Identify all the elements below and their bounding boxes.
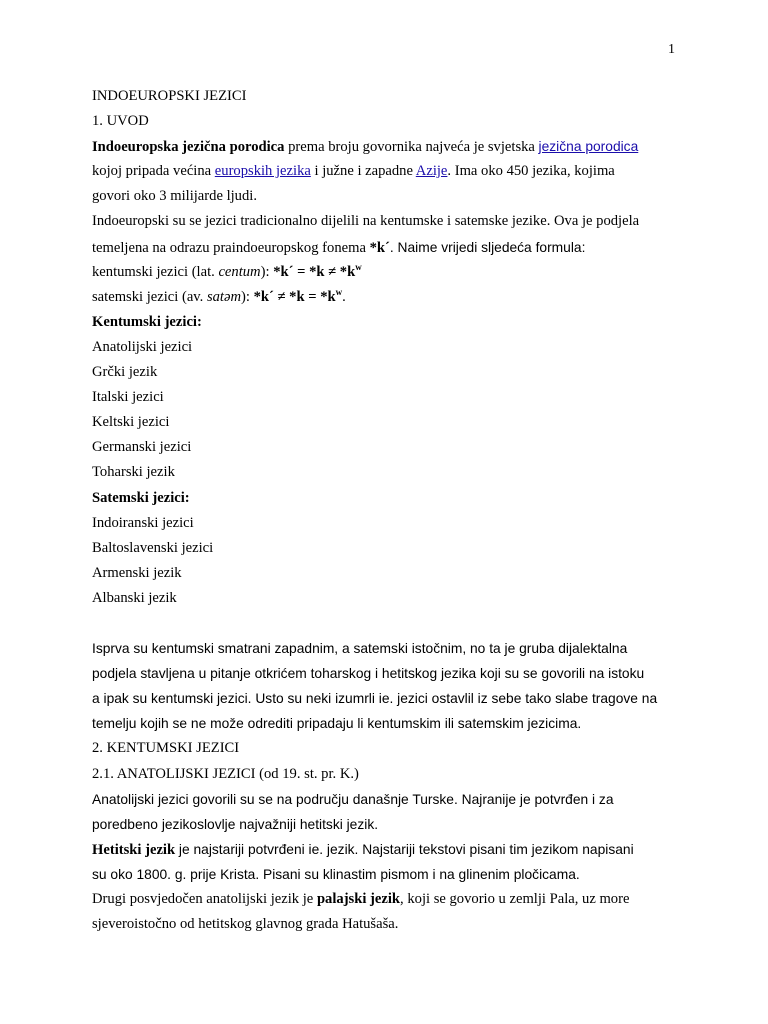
paragraph-line: a ipak su kentumski jezici. Usto su neki izumrli ie. jezici ostavlil iz sebe tako slabe tragove na [92,691,658,707]
list-item: Grčki jezik [92,364,158,381]
link-jezicna-porodica[interactable]: jezična porodica [538,139,639,155]
formula-text: Indoeuropski su se jezici tradicionalno dijelili na kentumske i satemske jezike. Ova je podjela [92,213,640,230]
paragraph-line: Anatolijski jezici govorili su se na području današnje Turske. Najranije je potvrđen i za [92,791,614,807]
kentum-list [92,335,692,486]
paragraph-text: , koji se govorio u zemlji Pala, uz more [400,891,630,907]
intro-text: prema broju govornika najveća je svjetska [284,139,539,156]
intro-text: i južne i zapadne [310,163,416,180]
intro-text: govori oko 3 milijarde ljudi. [92,188,257,205]
formula-text: . Naime vrijedi sljedeća formula: [389,239,586,255]
formula-paragraph: Indoeuropski su se jezici tradicionalno dijelili na kentumske i satemske jezike. Ova je podjela temeljena na odrazu praindoeuropskog fonema *k´. Naime vrijedi sljedeća formula: kentumski jezici (lat. centum): *k´ = $*k \ne *k^w$ satemski jezici (av. satəm): *k´ ≠ $*k = *k^w$. [92,209,692,309]
paragraph-line: Isprva su kentumski smatrani zapadnim, a satemski istočnim, no ta je gruba dijalektalna [92,641,628,657]
paragraph-line: temelju kojih se ne može odrediti pripadaju li kentumskim ili satemskim jezicima. [92,716,582,732]
subsection-heading-anatolian: 2.1. ANATOLIJSKI JEZICI (od 19. st. pr. K.) [92,765,359,782]
section-heading-kentum: 2. KENTUMSKI JEZICI [92,740,240,757]
paragraph-text: Drugi posvjedočen anatolijski jezik je [92,891,317,907]
satem-list [92,511,692,611]
document-title: INDOEUROPSKI JEZICI [92,88,247,104]
hittite-paragraph [92,837,692,887]
list-item: Armenski jezik [92,564,182,581]
paragraph-line: sjeveroistočno od hetitskog glavnog grada Hatušaša. [92,916,399,933]
kentum-heading: Kentumski jezici: [92,313,202,330]
list-item: Keltski jezici [92,414,170,431]
formula-text: satemski jezici (av. [92,288,207,305]
intro-paragraph [92,134,692,209]
intro-text: . Ima oko 450 jezika, kojima [447,163,615,180]
list-item: Albanski jezik [92,589,177,606]
list-item: Anatolijski jezici [92,338,193,355]
blank-line [92,611,692,636]
paragraph-line: podjela stavljena u pitanje otkrićem toharskog i hetitskog jezika koji su se govorili na istoku [92,666,645,682]
formula-text: ): [260,263,274,280]
formula-text: kentumski jezici (lat. [92,263,219,280]
list-item: Italski jezici [92,389,164,406]
document-body [92,84,692,937]
list-item: Baltoslavenski jezici [92,539,214,556]
satem-formula: *k´ ≠ $*k = *k^w$ [253,286,343,305]
formula-text: ): [241,288,254,305]
list-item: Toharski jezik [92,464,175,481]
term-hittite: Hetitski jezik [92,841,176,858]
satem-heading: Satemski jezici: [92,489,190,506]
intro-text: kojoj pripada većina [92,163,215,180]
paragraph-line: su oko 1800. g. prije Krista. Pisani su klinastim pismom i na glinenim pločicama. [92,866,580,882]
page-number: 1 [668,42,675,57]
term-palaic: palajski jezik [316,891,401,907]
term-satem: satəm [206,288,242,305]
anatolian-paragraph [92,787,692,837]
section-heading-uvod: 1. UVOD [92,113,149,130]
paragraph-text: je najstariji potvrđeni ie. jezik. Najstariji tekstovi pisani tim jezikom napisani [175,841,634,857]
palaic-paragraph [92,887,692,937]
paragraph-line: poredbeno jezikoslovlje najvažniji hetitski jezik. [92,816,379,832]
formula-text: temeljena na odrazu praindoeuropskog fonema [92,239,370,256]
list-item: Germanski jezici [92,439,192,456]
kentum-formula: *k´ = $*k \ne *k^w$ [273,261,362,280]
term-indoeuropean-family: Indoeuropska jezična porodica [92,139,285,156]
dialect-paragraph [92,636,692,736]
link-europskih-jezika[interactable]: europskih jezika [214,163,311,180]
link-azije[interactable]: Azije [415,163,448,180]
list-item: Indoiranski jezici [92,514,194,531]
term-centum: centum [218,263,261,280]
phoneme: *k´ [369,239,390,256]
